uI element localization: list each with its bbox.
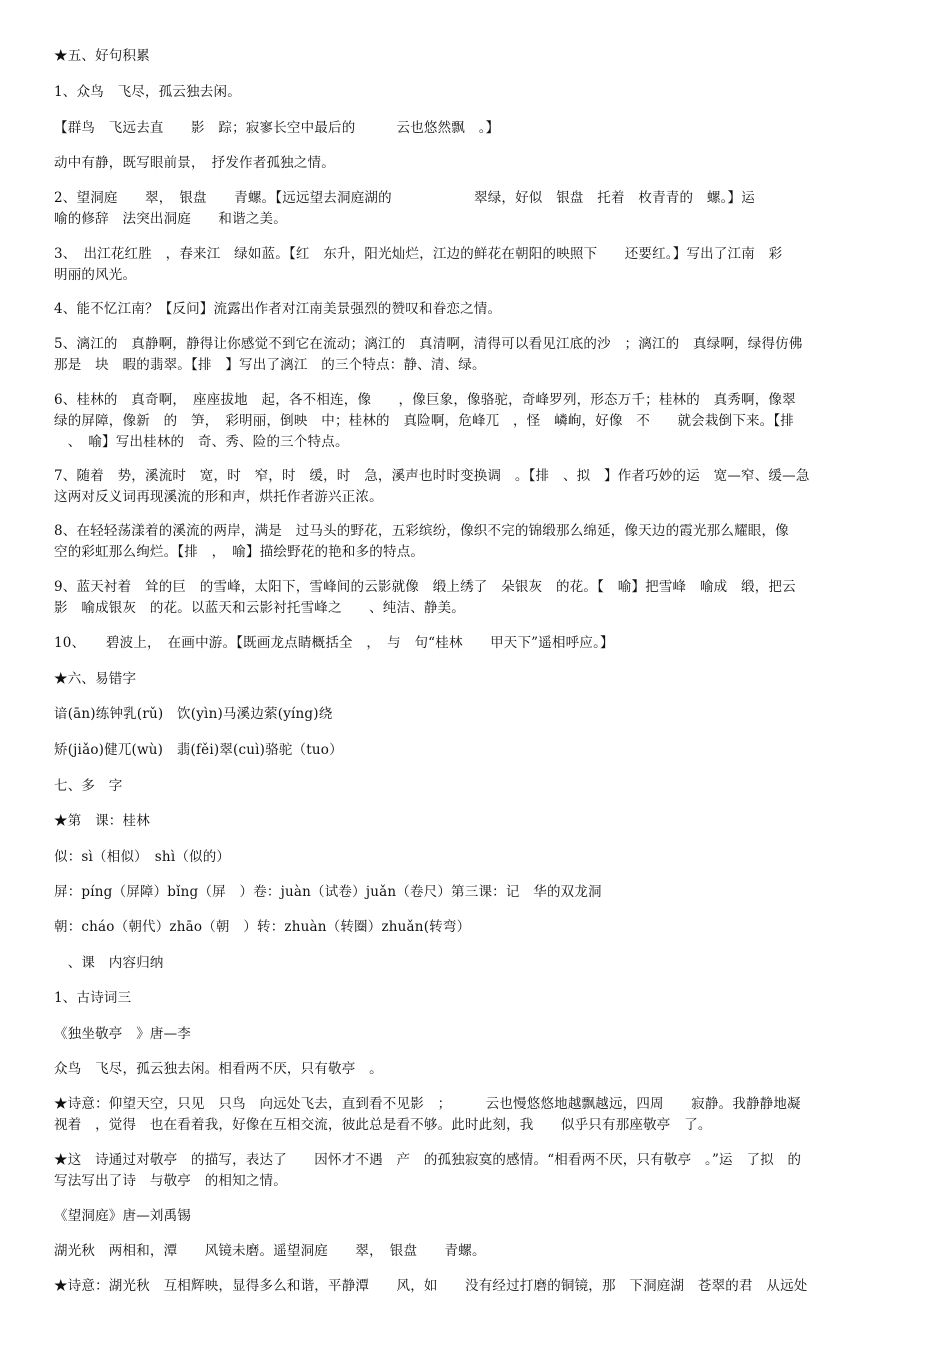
sentence-2-cont: 喻的修辞 法突出洞庭 和谐之美。 [54, 211, 287, 227]
poem-analysis-1-cont: 写法写出了诗 与敬亭 的相知之情。 [54, 1173, 287, 1189]
sentence-3: 3、 出江花红胜 ，春来江 绿如蓝。【红 东升，阳光灿烂，江边的鲜花在朝阳的映照下 还要红。】写出了江南 彩 [54, 246, 783, 262]
poem-text-1: 众鸟 飞尽，孤云独去闲。相看两不厌，只有敬亭 。 [54, 1061, 383, 1077]
sentence-2: 2、望洞庭 翠， 银盘 青螺。【远远望去洞庭湖的 翠绿，好似 银盘 托着 枚青青的 螺。】运 [54, 190, 755, 206]
poem-text-2: 湖光秋 两相和，潭 风镜未磨。遥望洞庭 翠， 银盘 青螺。 [54, 1243, 486, 1259]
sentence-10: 10、 碧波上， 在画中游。【既画龙点睛概括全 ， 与 句“桂林 甲天下”遥相呼应。】 [54, 635, 614, 651]
sentence-7-cont: 这两对反义词再现溪流的形和声，烘托作者游兴正浓。 [54, 489, 383, 505]
polyphonic-line-3: 朝：cháo（朝代）zhāo（朝 ）转：zhuàn（转圈）zhuǎn(转弯） [54, 919, 471, 935]
sentence-1: 1、众鸟 飞尽，孤云独去闲。 [54, 84, 241, 100]
typo-words-line-1: 谙(ān)练钟乳(rǔ) 饮(yìn)马溪边萦(yíng)绕 [54, 706, 333, 722]
section-heading-typo-words: ★六、易错字 [54, 671, 137, 687]
sentence-9: 9、蓝天衬着 耸的巨 的雪峰，太阳下，雪峰间的云影就像 缎上绣了 朵银灰 的花。【 喻】把雪峰 喻成 缎，把云 [54, 579, 796, 595]
poem-analysis-1: ★这 诗通过对敬亭 的描写，表达了 因怀才不遇 产 的孤独寂寞的感情。“相看两不厌，只有敬亭 。”运 了拟 的 [54, 1152, 802, 1168]
poem-title-2: 《望洞庭》唐—刘禹锡 [54, 1208, 191, 1224]
section-heading-summary: 、课 内容归纳 [54, 955, 164, 971]
polyphonic-line-1: 似：sì（相似） shì（似的） [54, 849, 231, 865]
sentence-9-cont: 影 喻成银灰 的花。以蓝天和云影衬托雪峰之 、纯洁、静美。 [54, 600, 465, 616]
poem-meaning-2: ★诗意：湖光秋 互相辉映，显得多么和谐，平静潭 风，如 没有经过打磨的铜镜，那 下洞庭湖 苍翠的君 从远处 [54, 1278, 808, 1294]
lesson-heading-guilin: ★第 课：桂林 [54, 813, 150, 829]
poem-meaning-1-cont: 视着 ，觉得 也在看着我，好像在互相交流，彼此总是看不够。此时此刻，我 似乎只有那座敬亭 了。 [54, 1117, 712, 1133]
sentence-5: 5、漓江的 真静啊，静得让你感觉不到它在流动；漓江的 真清啊，清得可以看见江底的沙 ；漓江的 真绿啊，绿得仿佛 [54, 336, 803, 352]
poem-meaning-1: ★诗意：仰望天空，只见 只鸟 向远处飞去，直到看不见影 ； 云也慢悠悠地越飘越远，四周 寂静。我静静地凝 [54, 1096, 801, 1112]
sentence-8-cont: 空的彩虹那么绚烂。【排 ， 喻】描绘野花的艳和多的特点。 [54, 544, 425, 560]
sentence-7: 7、随着 势，溪流时 宽，时 窄，时 缓，时 急，溪声也时时变换调 。【排 、拟 】作者巧妙的运 宽—窄、缓—急 [54, 468, 810, 484]
sentence-6: 6、桂林的 真奇啊， 座座拔地 起，各不相连，像 ，像巨象，像骆驼，奇峰罗列，形态万千；桂林的 真秀啊，像翠 [54, 392, 796, 408]
poem-title-1: 《独坐敬亭 》唐—李 [54, 1026, 191, 1042]
polyphonic-line-2: 屏：píng（屏障）bǐng（屏 ）卷：juàn（试卷）juǎn（卷尺）第三课：记 华的双龙洞 [54, 884, 602, 900]
sentence-1-explanation: 【群鸟 飞远去直 影 踪；寂寥长空中最后的 云也悠然飘 。】 [54, 120, 500, 136]
section-heading-polyphonic: 七、多 字 [54, 778, 123, 794]
subheading-ancient-poems: 1、古诗词三 [54, 990, 132, 1006]
sentence-1-comment: 动中有静，既写眼前景， 抒发作者孤独之情。 [54, 155, 335, 171]
sentence-3-cont: 明丽的风光。 [54, 267, 137, 283]
sentence-5-cont: 那是 块 暇的翡翠。【排 】写出了漓江 的三个特点：静、清、绿。 [54, 357, 486, 373]
section-heading-good-sentences: ★五、好句积累 [54, 48, 150, 64]
sentence-6-cont: 绿的屏障，像新 的 笋， 彩明丽，倒映 中；桂林的 真险啊，危峰兀 ，怪 嶙峋，好像 不 就会栽倒下来。【排 [54, 413, 794, 429]
sentence-4: 4、能不忆江南？【反问】流露出作者对江南美景强烈的赞叹和眷恋之情。 [54, 301, 502, 317]
typo-words-line-2: 矫(jiǎo)健兀(wù) 翡(fěi)翠(cuì)骆驼（tuo） [54, 742, 343, 758]
sentence-6-cont-2: 、 喻】写出桂林的 奇、秀、险的三个特点。 [54, 434, 349, 450]
sentence-8: 8、在轻轻荡漾着的溪流的两岸，满是 过马头的野花，五彩缤纷，像织不完的锦缎那么绵延，像天边的霞光那么耀眼，像 [54, 523, 789, 539]
